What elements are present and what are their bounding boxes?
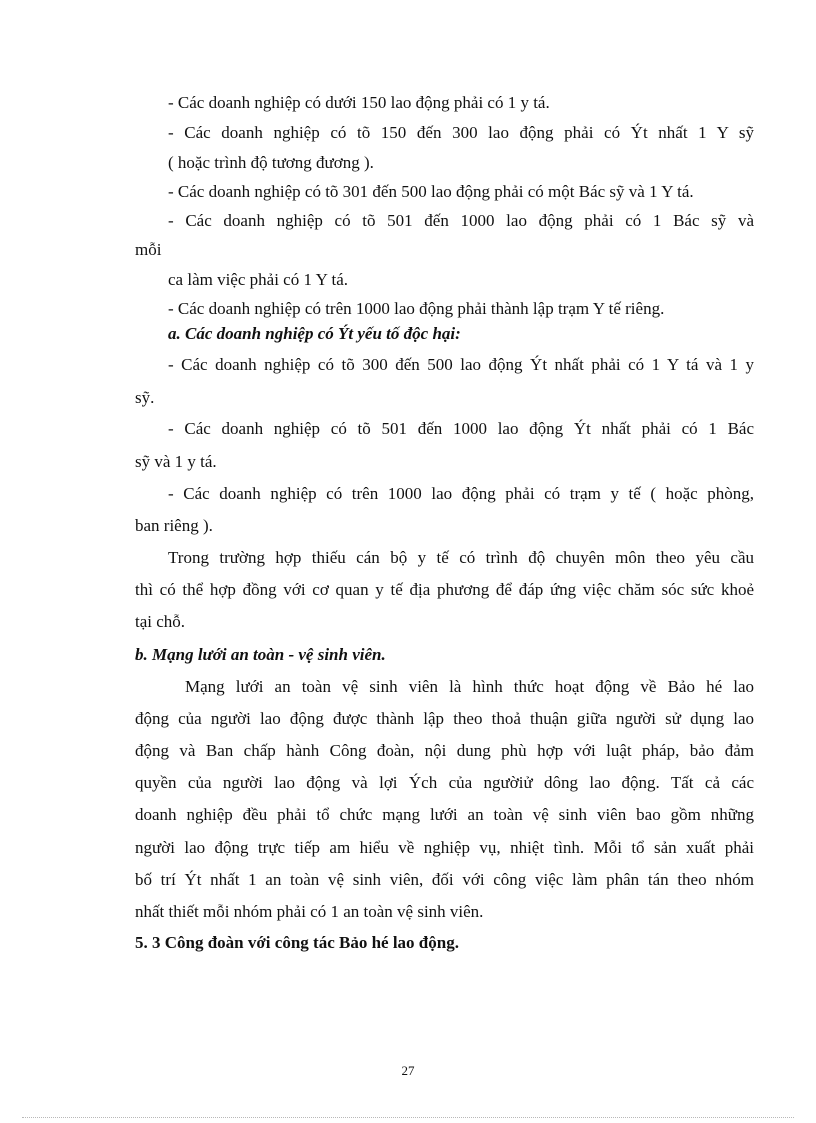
- text-line-20: động và Ban chấp hành Công đoàn, nội dung phù hợp với luật pháp, bảo đảm: [135, 741, 754, 760]
- text-line-4: - Các doanh nghiệp có tõ 301 đến 500 lao động phải có một Bác sỹ và 1 Y tá.: [168, 182, 694, 201]
- subheading-b: b. Mạng lưới an toàn - vệ sinh viên.: [135, 645, 386, 664]
- text-line-7: ca làm việc phải có 1 Y tá.: [168, 270, 348, 289]
- text-line-3: ( hoặc trình độ tương đương ).: [168, 153, 374, 172]
- text-line-11: - Các doanh nghiệp có tõ 501 đến 1000 lao động Ýt nhất phải có 1 Bác: [168, 419, 754, 438]
- text-line-8: - Các doanh nghiệp có trên 1000 lao động phải thành lập trạm Y tế riêng.: [168, 299, 665, 318]
- text-line-13: - Các doanh nghiệp có trên 1000 lao động phải có trạm y tế ( hoặc phòng,: [168, 484, 754, 503]
- text-line-21: quyền của người lao động và lợi Ých của ngườiử dông lao động. Tất cả các: [135, 773, 754, 792]
- text-line-9: - Các doanh nghiệp có tõ 300 đến 500 lao động Ýt nhất phải có 1 Y tá và 1 y: [168, 355, 754, 374]
- page-number: 27: [401, 1063, 415, 1078]
- text-line-2: - Các doanh nghiệp có tõ 150 đến 300 lao động phải có Ýt nhất 1 Y sỹ: [168, 123, 754, 142]
- text-line-25: nhất thiết mỗi nhóm phải có 1 an toàn vệ sinh viên.: [135, 902, 484, 921]
- text-line-1: - Các doanh nghiệp có dưới 150 lao động phải có 1 y tá.: [168, 93, 550, 112]
- subheading-a: a. Các doanh nghiệp có Ýt yếu tố độc hại:: [168, 324, 461, 343]
- text-line-19: động của người lao động được thành lập theo thoả thuận giữa người sử dụng lao: [135, 709, 754, 728]
- text-line-24: bố trí Ýt nhất 1 an toàn vệ sinh viên, đối với công việc làm phân tán theo nhóm: [135, 870, 754, 889]
- section-heading-5-3: 5. 3 Công đoàn với công tác Bảo hé lao động.: [135, 933, 459, 952]
- text-line-6: mỗi: [135, 240, 162, 259]
- text-line-18: Mạng lưới an toàn vệ sinh viên là hình thức hoạt động về Bảo hé lao: [185, 677, 754, 696]
- text-line-12: sỹ và 1 y tá.: [135, 452, 217, 471]
- text-line-15: Trong trường hợp thiếu cán bộ y tế có trình độ chuyên môn theo yêu cầu: [168, 548, 754, 567]
- text-line-23: người lao động trực tiếp am hiểu về nghiệp vụ, nhiệt tình. Mỗi tổ sản xuất phải: [135, 838, 754, 857]
- text-line-14: ban riêng ).: [135, 516, 213, 535]
- page-bottom-divider: [22, 1117, 794, 1118]
- text-line-5: - Các doanh nghiệp có tõ 501 đến 1000 lao động phải có 1 Bác sỹ và: [168, 211, 754, 230]
- text-line-22: doanh nghiệp đều phải tổ chức mạng lưới an toàn vệ sinh viên bao gồm những: [135, 805, 754, 824]
- text-line-17: tại chỗ.: [135, 612, 186, 631]
- text-line-10: sỹ.: [135, 388, 155, 407]
- text-line-16: thì có thể hợp đồng với cơ quan y tế địa phương để đáp ứng việc chăm sóc sức khoẻ: [135, 580, 754, 599]
